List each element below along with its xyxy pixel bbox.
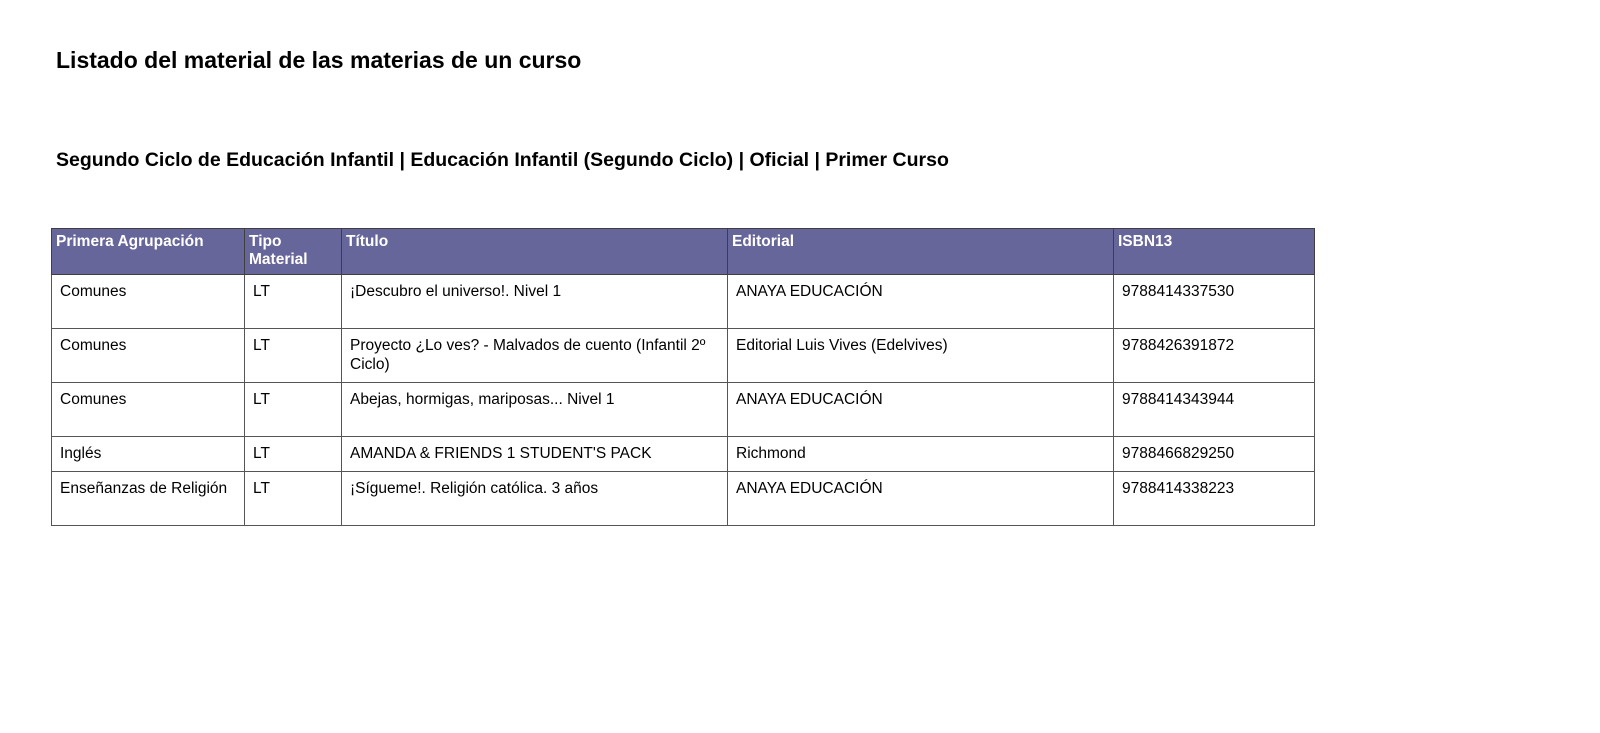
cell-editorial: ANAYA EDUCACIÓN (728, 472, 1114, 526)
cell-isbn13: 9788426391872 (1114, 329, 1315, 383)
cell-agrupacion: Comunes (52, 383, 245, 437)
cell-titulo: Proyecto ¿Lo ves? - Malvados de cuento (Infantil 2º Ciclo) (342, 329, 728, 383)
column-header-titulo: Título (342, 229, 728, 275)
column-header-tipo-material: Tipo Material (245, 229, 342, 275)
cell-agrupacion: Inglés (52, 437, 245, 472)
cell-tipo-material: LT (245, 275, 342, 329)
table-header-row (52, 229, 1315, 275)
cell-editorial: Editorial Luis Vives (Edelvives) (728, 329, 1114, 383)
cell-titulo: ¡Sígueme!. Religión católica. 3 años (342, 472, 728, 526)
column-header-editorial: Editorial (728, 229, 1114, 275)
cell-agrupacion: Enseñanzas de Religión (52, 472, 245, 526)
cell-isbn13: 9788414337530 (1114, 275, 1315, 329)
cell-titulo: Abejas, hormigas, mariposas... Nivel 1 (342, 383, 728, 437)
table-row (52, 383, 1315, 437)
cell-tipo-material: LT (245, 383, 342, 437)
cell-tipo-material: LT (245, 472, 342, 526)
table-row (52, 437, 1315, 472)
cell-titulo: AMANDA & FRIENDS 1 STUDENT'S PACK (342, 437, 728, 472)
cell-editorial: ANAYA EDUCACIÓN (728, 275, 1114, 329)
cell-isbn13: 9788466829250 (1114, 437, 1315, 472)
cell-isbn13: 9788414338223 (1114, 472, 1315, 526)
table-row (52, 329, 1315, 383)
cell-tipo-material: LT (245, 437, 342, 472)
cell-editorial: ANAYA EDUCACIÓN (728, 383, 1114, 437)
table-row (52, 275, 1315, 329)
cell-titulo: ¡Descubro el universo!. Nivel 1 (342, 275, 728, 329)
cell-tipo-material: LT (245, 329, 342, 383)
cell-agrupacion: Comunes (52, 329, 245, 383)
course-heading: Segundo Ciclo de Educación Infantil | Educación Infantil (Segundo Ciclo) | Oficial | Primer Curso (56, 149, 949, 171)
page-title: Listado del material de las materias de un curso (56, 47, 582, 73)
column-header-agrupacion: Primera Agrupación (52, 229, 245, 275)
cell-isbn13: 9788414343944 (1114, 383, 1315, 437)
column-header-isbn13: ISBN13 (1114, 229, 1315, 275)
table-row (52, 472, 1315, 526)
cell-agrupacion: Comunes (52, 275, 245, 329)
cell-editorial: Richmond (728, 437, 1114, 472)
material-table (51, 228, 1315, 526)
